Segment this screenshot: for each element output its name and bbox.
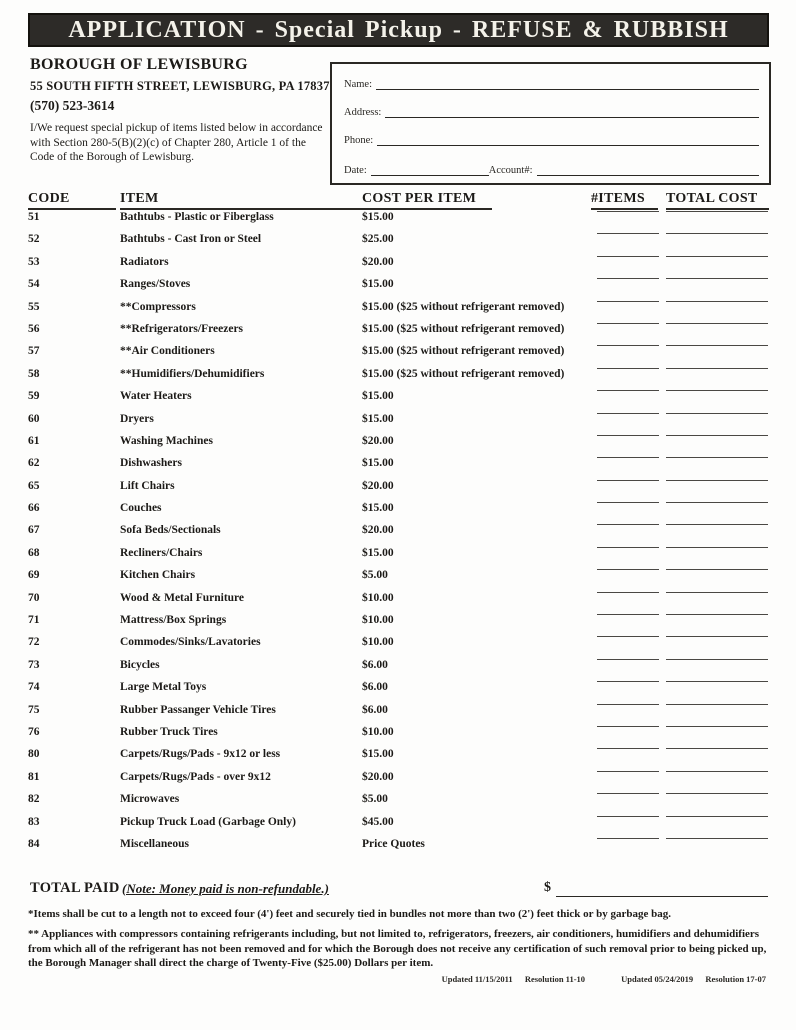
table-row [0, 523, 796, 545]
table-row [0, 456, 796, 478]
org-header [30, 56, 335, 165]
total-cost-field[interactable] [666, 390, 768, 391]
item-cell: Microwaves [120, 793, 180, 806]
total-cost-field[interactable] [666, 211, 768, 212]
form-title-banner [28, 13, 769, 47]
items-count-field[interactable] [597, 345, 659, 346]
item-cell: Kitchen Chairs [120, 569, 196, 582]
item-cell: Rubber Truck Tires [120, 725, 218, 738]
total-cost-field[interactable] [666, 323, 768, 324]
table-row [0, 255, 796, 277]
code-cell: 71 [28, 614, 40, 627]
table-row [0, 367, 796, 389]
form-title: APPLICATION - Special Pickup - REFUSE & RUBBISH [68, 17, 729, 43]
item-cell: Carpets/Rugs/Pads - 9x12 or less [120, 748, 281, 761]
table-row [0, 568, 796, 590]
code-cell: 80 [28, 748, 40, 761]
item-cell: Bathtubs - Plastic or Fiberglass [120, 211, 274, 223]
address-row [344, 106, 759, 118]
total-cost-field[interactable] [666, 547, 768, 548]
cost-cell: $15.00 [362, 457, 394, 470]
item-cell: **Humidifiers/Dehumidifiers [120, 367, 265, 380]
code-cell: 54 [28, 278, 40, 291]
item-cell: Dryers [120, 412, 154, 425]
items-count-field[interactable] [597, 301, 659, 302]
non-refundable-note: (Note: Money paid is non-refundable.) [122, 881, 329, 896]
table-row [0, 747, 796, 769]
items-count-field[interactable] [597, 390, 659, 391]
item-cell: **Air Conditioners [120, 345, 215, 358]
table-row [0, 434, 796, 456]
code-cell: 51 [28, 211, 40, 223]
item-cell: Wood & Metal Furniture [120, 591, 245, 604]
cost-cell: $5.00 [362, 569, 388, 582]
table-row [0, 501, 796, 523]
name-field[interactable] [376, 78, 759, 90]
table-row [0, 613, 796, 635]
items-count-field[interactable] [597, 816, 659, 817]
cost-cell: $20.00 [362, 479, 394, 492]
cost-cell: $20.00 [362, 524, 394, 537]
item-cell: **Refrigerators/Freezers [120, 322, 244, 335]
total-cost-field[interactable] [666, 816, 768, 817]
total-cost-field[interactable] [666, 838, 768, 839]
total-cost-field[interactable] [666, 614, 768, 615]
cost-cell: $45.00 [362, 815, 394, 828]
total-cost-field[interactable] [666, 233, 768, 234]
total-cost-field[interactable] [666, 301, 768, 302]
table-row [0, 210, 796, 232]
table-row [0, 300, 796, 322]
items-count-field[interactable] [597, 547, 659, 548]
items-count-field[interactable] [597, 435, 659, 436]
table-row [0, 770, 796, 792]
table-row [0, 322, 796, 344]
contact-box [330, 62, 771, 185]
code-cell: 75 [28, 703, 40, 716]
item-cell: Sofa Beds/Sectionals [120, 524, 221, 537]
address-field[interactable] [385, 106, 759, 118]
code-cell: 62 [28, 457, 40, 470]
code-cell: 72 [28, 636, 40, 649]
code-cell: 81 [28, 770, 40, 783]
total-cost-field[interactable] [666, 480, 768, 481]
name-label: Name: [344, 79, 372, 90]
table-row [0, 344, 796, 366]
code-cell: 84 [28, 837, 40, 850]
cost-cell: $10.00 [362, 614, 394, 627]
items-count-field[interactable] [597, 480, 659, 481]
table-row [0, 546, 796, 568]
total-cost-field[interactable] [666, 256, 768, 257]
cost-cell: $6.00 [362, 658, 388, 671]
table-row [0, 725, 796, 747]
cost-cell: $25.00 [362, 233, 394, 246]
code-cell: 74 [28, 681, 40, 694]
total-paid-field[interactable] [556, 896, 768, 897]
code-cell: 66 [28, 502, 40, 515]
items-count-field[interactable] [597, 748, 659, 749]
item-cell: Rubber Passanger Vehicle Tires [120, 703, 276, 716]
items-count-field[interactable] [597, 368, 659, 369]
total-paid-row [0, 880, 796, 902]
total-cost-field[interactable] [666, 278, 768, 279]
code-cell: 58 [28, 367, 40, 380]
code-cell: 57 [28, 345, 40, 358]
item-cell: Commodes/Sinks/Lavatories [120, 636, 261, 649]
items-count-field[interactable] [597, 323, 659, 324]
code-cell: 70 [28, 591, 40, 604]
total-cost-field[interactable] [666, 592, 768, 593]
header-cost-per-item: COST PER ITEM [362, 191, 492, 210]
items-count-field[interactable] [597, 524, 659, 525]
cost-cell: $20.00 [362, 255, 394, 268]
total-cost-field[interactable] [666, 771, 768, 772]
code-cell: 60 [28, 412, 40, 425]
cost-cell: $10.00 [362, 725, 394, 738]
total-cost-field[interactable] [666, 502, 768, 503]
total-cost-field[interactable] [666, 748, 768, 749]
table-row [0, 389, 796, 411]
items-count-field[interactable] [597, 457, 659, 458]
table-row [0, 703, 796, 725]
header-num-items: #ITEMS [591, 191, 658, 210]
total-cost-field[interactable] [666, 368, 768, 369]
items-count-field[interactable] [597, 592, 659, 593]
table-row [0, 479, 796, 501]
cost-cell: $5.00 [362, 793, 388, 806]
code-cell: 83 [28, 815, 40, 828]
items-count-field[interactable] [597, 278, 659, 279]
items-count-field[interactable] [597, 636, 659, 637]
code-cell: 61 [28, 434, 40, 447]
code-cell: 73 [28, 658, 40, 671]
code-cell: 59 [28, 390, 40, 403]
cost-cell: $15.00 [362, 748, 394, 761]
org-address: 55 SOUTH FIFTH STREET, LEWISBURG, PA 17837 [30, 79, 330, 93]
item-cell: Recliners/Chairs [120, 546, 203, 559]
table-row [0, 815, 796, 837]
header-code: CODE [28, 191, 116, 210]
total-cost-field[interactable] [666, 435, 768, 436]
code-cell: 76 [28, 725, 40, 738]
items-count-field[interactable] [597, 256, 659, 257]
cost-cell: $15.00 [362, 502, 394, 515]
item-cell: Carpets/Rugs/Pads - over 9x12 [120, 770, 271, 783]
cost-cell: $15.00 ($25 without refrigerant removed) [362, 367, 565, 380]
items-count-field[interactable] [597, 726, 659, 727]
org-phone: (570) 523-3614 [30, 98, 115, 113]
items-count-field[interactable] [597, 704, 659, 705]
dollar-sign: $ [544, 880, 551, 895]
item-cell: Miscellaneous [120, 837, 189, 850]
cost-cell: $15.00 [362, 390, 394, 403]
total-cost-field[interactable] [666, 345, 768, 346]
cost-cell: $15.00 ($25 without refrigerant removed) [362, 345, 565, 358]
items-count-field[interactable] [597, 659, 659, 660]
name-row [344, 78, 759, 90]
total-cost-field[interactable] [666, 726, 768, 727]
item-cell: Mattress/Box Springs [120, 614, 227, 627]
item-cell: Dishwashers [120, 457, 182, 470]
date-account-row [344, 164, 759, 176]
cost-cell: $10.00 [362, 636, 394, 649]
cost-cell: Price Quotes [362, 837, 425, 850]
resolution-2: Resolution 17-07 [705, 974, 766, 984]
resolution-1: Resolution 11-10 [524, 974, 586, 984]
date-field[interactable] [371, 164, 489, 176]
updated-date-2: Updated 05/24/2019 [621, 974, 694, 984]
code-cell: 67 [28, 524, 40, 537]
items-count-field[interactable] [597, 502, 659, 503]
items-count-field[interactable] [597, 771, 659, 772]
code-cell: 53 [28, 255, 40, 268]
cost-cell: $20.00 [362, 434, 394, 447]
footnote-double-star: ** Appliances with compressors containing refrigerants including, but not limited to, refrigerators, freezers, air conditioners, humidifiers and dehumidifiers from which all of the refrigerant has not been removed and for which the Borough does not receive any certification of such removal prior to being picked up, the Borough Manager shall direct the charge of Twenty-Five ($25.00) Dollars per item. [28, 928, 767, 970]
code-cell: 82 [28, 793, 40, 806]
address-label: Address: [344, 107, 382, 118]
items-count-field[interactable] [597, 211, 659, 212]
total-cost-field[interactable] [666, 569, 768, 570]
item-cell: Bathtubs - Cast Iron or Steel [120, 233, 262, 246]
table-row [0, 232, 796, 254]
total-paid-label: TOTAL PAID [30, 880, 120, 896]
footnote-single-star: *Items shall be cut to a length not to exceed four (4') feet and securely tied in bundles not more than two (2') feet thick or by garbage bag. [28, 908, 671, 920]
item-cell: Radiators [120, 255, 169, 268]
table-row [0, 837, 796, 859]
table-row [0, 591, 796, 613]
total-cost-field[interactable] [666, 704, 768, 705]
pickup-table-body [0, 210, 796, 859]
total-cost-field[interactable] [666, 457, 768, 458]
cost-cell: $15.00 [362, 412, 394, 425]
header-total-cost: TOTAL COST [666, 191, 769, 210]
cost-cell: $15.00 ($25 without refrigerant removed) [362, 300, 565, 313]
table-row [0, 680, 796, 702]
table-row [0, 792, 796, 814]
updated-date-1: Updated 11/15/2011 [441, 974, 513, 984]
items-count-field[interactable] [597, 569, 659, 570]
code-cell: 65 [28, 479, 40, 492]
account-field[interactable] [537, 164, 760, 176]
revision-footer [0, 974, 766, 984]
table-row [0, 277, 796, 299]
code-cell: 69 [28, 569, 40, 582]
org-name: BOROUGH OF LEWISBURG [30, 56, 248, 73]
cost-cell: $6.00 [362, 681, 388, 694]
items-count-field[interactable] [597, 838, 659, 839]
code-cell: 52 [28, 233, 40, 246]
item-cell: Ranges/Stoves [120, 278, 191, 291]
header-item: ITEM [120, 191, 366, 210]
items-count-field[interactable] [597, 614, 659, 615]
item-cell: **Compressors [120, 300, 196, 313]
phone-row [344, 134, 759, 146]
items-count-field[interactable] [597, 793, 659, 794]
table-row [0, 658, 796, 680]
cost-cell: $10.00 [362, 591, 394, 604]
account-label: Account#: [488, 165, 533, 176]
table-row [0, 635, 796, 657]
item-cell: Washing Machines [120, 434, 213, 447]
item-cell: Pickup Truck Load (Garbage Only) [120, 815, 296, 828]
items-count-field[interactable] [597, 413, 659, 414]
date-label: Date: [344, 165, 367, 176]
total-cost-field[interactable] [666, 524, 768, 525]
cost-cell: $15.00 [362, 278, 394, 291]
item-cell: Bicycles [120, 658, 160, 671]
items-count-field[interactable] [597, 681, 659, 682]
items-count-field[interactable] [597, 233, 659, 234]
code-cell: 56 [28, 322, 40, 335]
code-cell: 55 [28, 300, 40, 313]
cost-cell: $15.00 [362, 211, 394, 223]
total-cost-field[interactable] [666, 636, 768, 637]
total-cost-field[interactable] [666, 413, 768, 414]
code-cell: 68 [28, 546, 40, 559]
item-cell: Large Metal Toys [120, 681, 207, 694]
cost-cell: $6.00 [362, 703, 388, 716]
total-cost-field[interactable] [666, 659, 768, 660]
item-cell: Water Heaters [120, 390, 192, 403]
cost-cell: $15.00 [362, 546, 394, 559]
phone-field[interactable] [377, 134, 759, 146]
table-row [0, 412, 796, 434]
request-statement: I/We request special pickup of items listed below in accordance with Section 280-5(B)(2)(c) of Chapter 280, Article 1 of the Code of the Borough of Lewisburg. [30, 122, 323, 164]
item-cell: Lift Chairs [120, 479, 175, 492]
phone-label: Phone: [344, 135, 374, 146]
total-cost-field[interactable] [666, 681, 768, 682]
item-cell: Couches [120, 502, 162, 515]
cost-cell: $15.00 ($25 without refrigerant removed) [362, 322, 565, 335]
cost-cell: $20.00 [362, 770, 394, 783]
total-cost-field[interactable] [666, 793, 768, 794]
